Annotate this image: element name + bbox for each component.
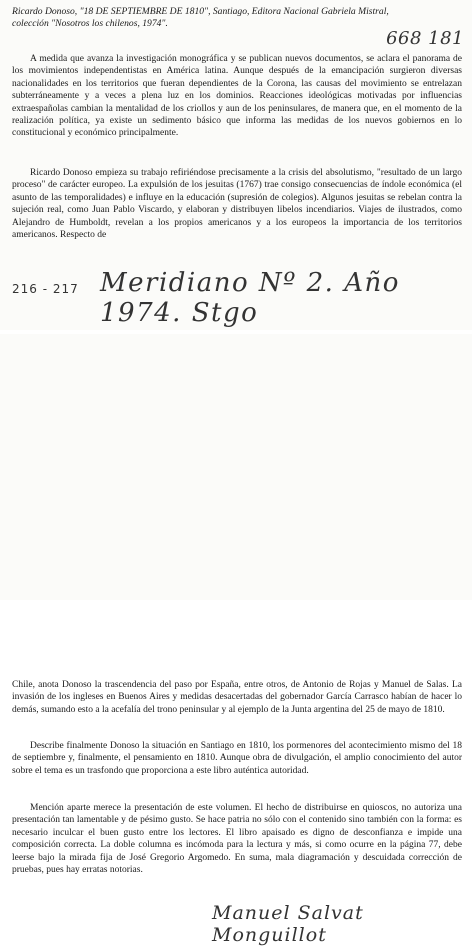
paragraph: Mención aparte merece la presentación de este volumen. El hecho de distribuirse en quioscos, no autoriza una presentación tan lamentable y de pésimo gusto. Se hace patria no sólo con el contenido sino también con la forma: es necesario inculcar el buen gusto entre los lectores. El libro apaisado es digno de desconfianza e impide una composición correcta. La doble columna es incómoda para la lectura y más, si como ocurre en la página 77, debe leerse bajo la mirada fija de José Gregorio Argomedo. En suma, mala diagramación y descuidada corrección de pruebas, pues hay erratas notorias. [12, 803, 462, 876]
paragraph: Ricardo Donoso empieza su trabajo refiriéndose precisamente a la crisis del absolutismo, "resultado de un largo proceso" de carácter europeo. La expulsión de los jesuitas (1767) trae consigo consecuencias de índole económica (el asunto de las temporalidades) e influye en la educación (supresión de colegios). Algunos jesuitas se rebelan contra la sujeción real, como Juan Pablo Viscardo, y elaboran y distribuyen libelos incendiarios. Viajes de ilustrados, como Alejandro de Humboldt, revelan a los propios americanos y a los europeos la importancia de los territorios americanos. Respecto de [12, 168, 462, 241]
page-reference: 216 - 217 [12, 282, 79, 296]
paragraph: A medida que avanza la investigación monográfica y se publican nuevos documentos, se aclara el panorama de los movimientos independentistas en América latina. Aunque después de la emancipación surgieron diversas nacionalidades en los territorios que fueran dependientes de la Corona, las causas del movimiento se entrelazan subterráneamente y a veces a plena luz en los dominios. Reacciones ideológicas motivadas por influencias extraespañolas cambian la mentalidad de los criollos y aun de los peninsulares, de manera que, en el momento de la realización política, ya existe un sedimento básico que informa las medidas de los nuevos gobiernos en lo constitucional y económico principalmente. [12, 54, 462, 139]
clipping-top-section [0, 0, 472, 330]
paragraph: Describe finalmente Donoso la situación en Santiago en 1810, los pormenores del acontecimiento mismo del 18 de septiembre y, finalmente, el pensamiento en 1810. Aunque obra de divulgación, el amplio conocimiento del autor sobre el tema es un trasfondo que proporciona a este libro auténtica autoridad. [12, 741, 462, 776]
handwritten-author-signature: Manuel Salvat Monguillot [212, 902, 364, 946]
paragraph: Chile, anota Donoso la trascendencia del paso por España, entre otros, de Antonio de Rojas y Manuel de Salas. La invasión de los ingleses en Buenos Aires y medidas desacertadas del gobernador García Carrasco habían de hacer lo demás, sumando esto a la acefalía del trono peninsular y al ejemplo de la Junta argentina del 25 de mayo de 1810. [12, 680, 462, 715]
clipping-bottom-section [0, 334, 472, 946]
handwritten-source-note: Meridiano Nº 2. Año 1974. Stgo [100, 268, 400, 328]
handwritten-code: 668 181 [386, 28, 464, 49]
citation: Ricardo Donoso, "18 DE SEPTIEMBRE DE 1810", Santiago, Editora Nacional Gabriela Mistral, colección "Nosotros los chilenos, 1974". [12, 6, 389, 30]
